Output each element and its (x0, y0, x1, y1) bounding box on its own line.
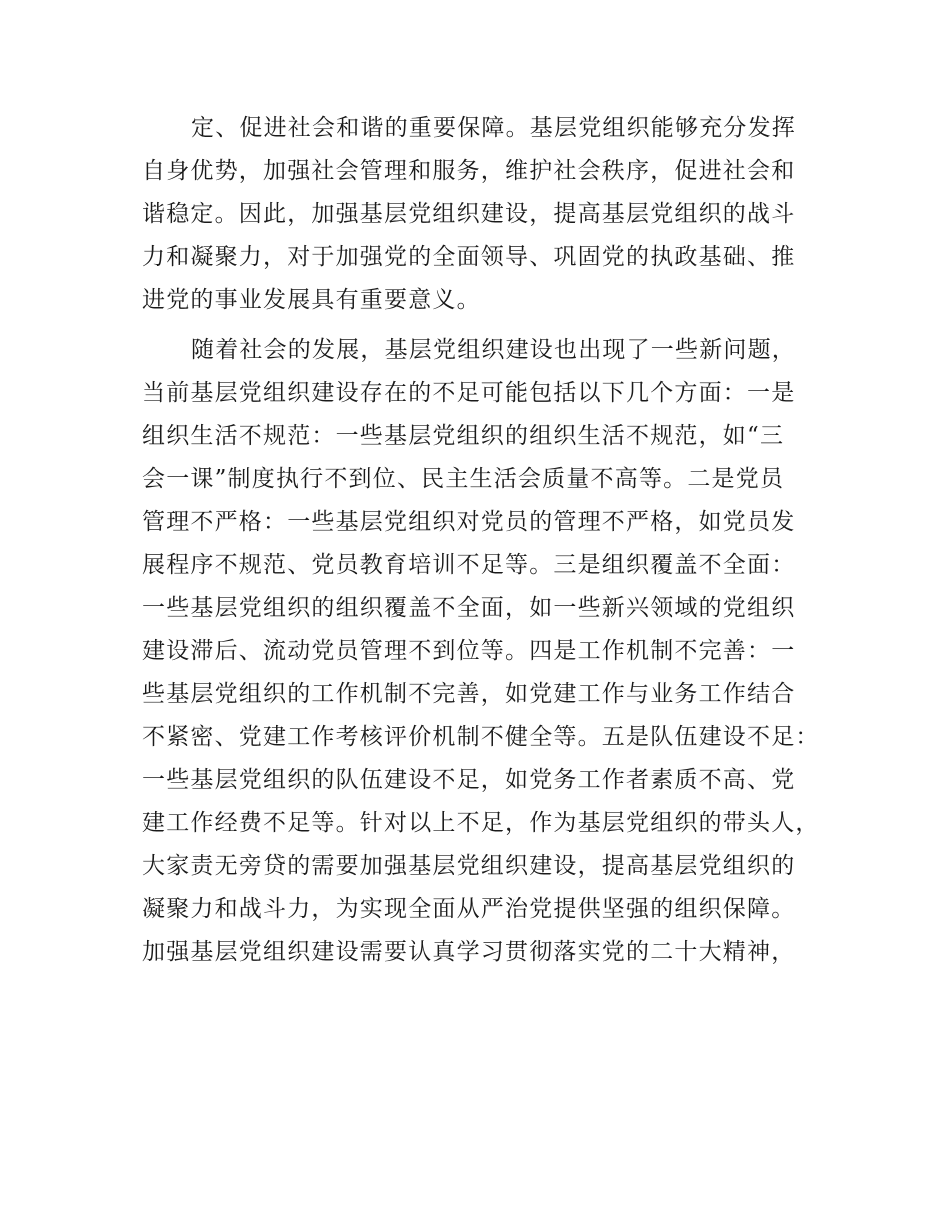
text-line: 当前基层党组织建设存在的不足可能包括以下几个方面：一是 (142, 380, 796, 406)
text-line: 不紧密、党建工作考核评价机制不健全等。五是队伍建设不足： (142, 724, 820, 750)
text-line: 凝聚力和战斗力，为实现全面从严治党提供坚强的组织保障。 (142, 896, 796, 922)
text-line: 些基层党组织的工作机制不完善，如党建工作与业务工作结合 (142, 681, 796, 707)
text-line: 大家责无旁贷的需要加强基层党组织建设，提高基层党组织的 (142, 853, 796, 879)
text-line: 会一课”制度执行不到位、民主生活会质量不高等。二是党员 (142, 466, 785, 492)
text-line: 管理不严格：一些基层党组织对党员的管理不严格，如党员发 (142, 509, 796, 535)
text-line: 定、促进社会和谐的重要保障。基层党组织能够充分发挥 (191, 115, 796, 141)
text-line: 一些基层党组织的队伍建设不足，如党务工作者素质不高、党 (142, 767, 796, 793)
text-line: 组织生活不规范：一些基层党组织的组织生活不规范，如“三 (142, 423, 785, 449)
text-line: 建设滞后、流动党员管理不到位等。四是工作机制不完善：一 (142, 638, 796, 664)
text-line: 加强基层党组织建设需要认真学习贯彻落实党的二十大精神， (142, 939, 796, 965)
text-line: 谐稳定。因此，加强基层党组织建设，提高基层党组织的战斗 (142, 201, 796, 227)
text-line: 自身优势，加强社会管理和服务，维护社会秩序，促进社会和 (142, 158, 796, 184)
text-line: 随着社会的发展，基层党组织建设也出现了一些新问题， (191, 337, 796, 363)
text-line: 展程序不规范、党员教育培训不足等。三是组织覆盖不全面： (142, 552, 796, 578)
text-line: 进党的事业发展具有重要意义。 (142, 287, 481, 313)
text-line: 建工作经费不足等。针对以上不足，作为基层党组织的带头人， (142, 810, 820, 836)
text-line: 一些基层党组织的组织覆盖不全面，如一些新兴领域的党组织 (142, 595, 796, 621)
text-line: 力和凝聚力，对于加强党的全面领导、巩固党的执政基础、推 (142, 244, 796, 270)
